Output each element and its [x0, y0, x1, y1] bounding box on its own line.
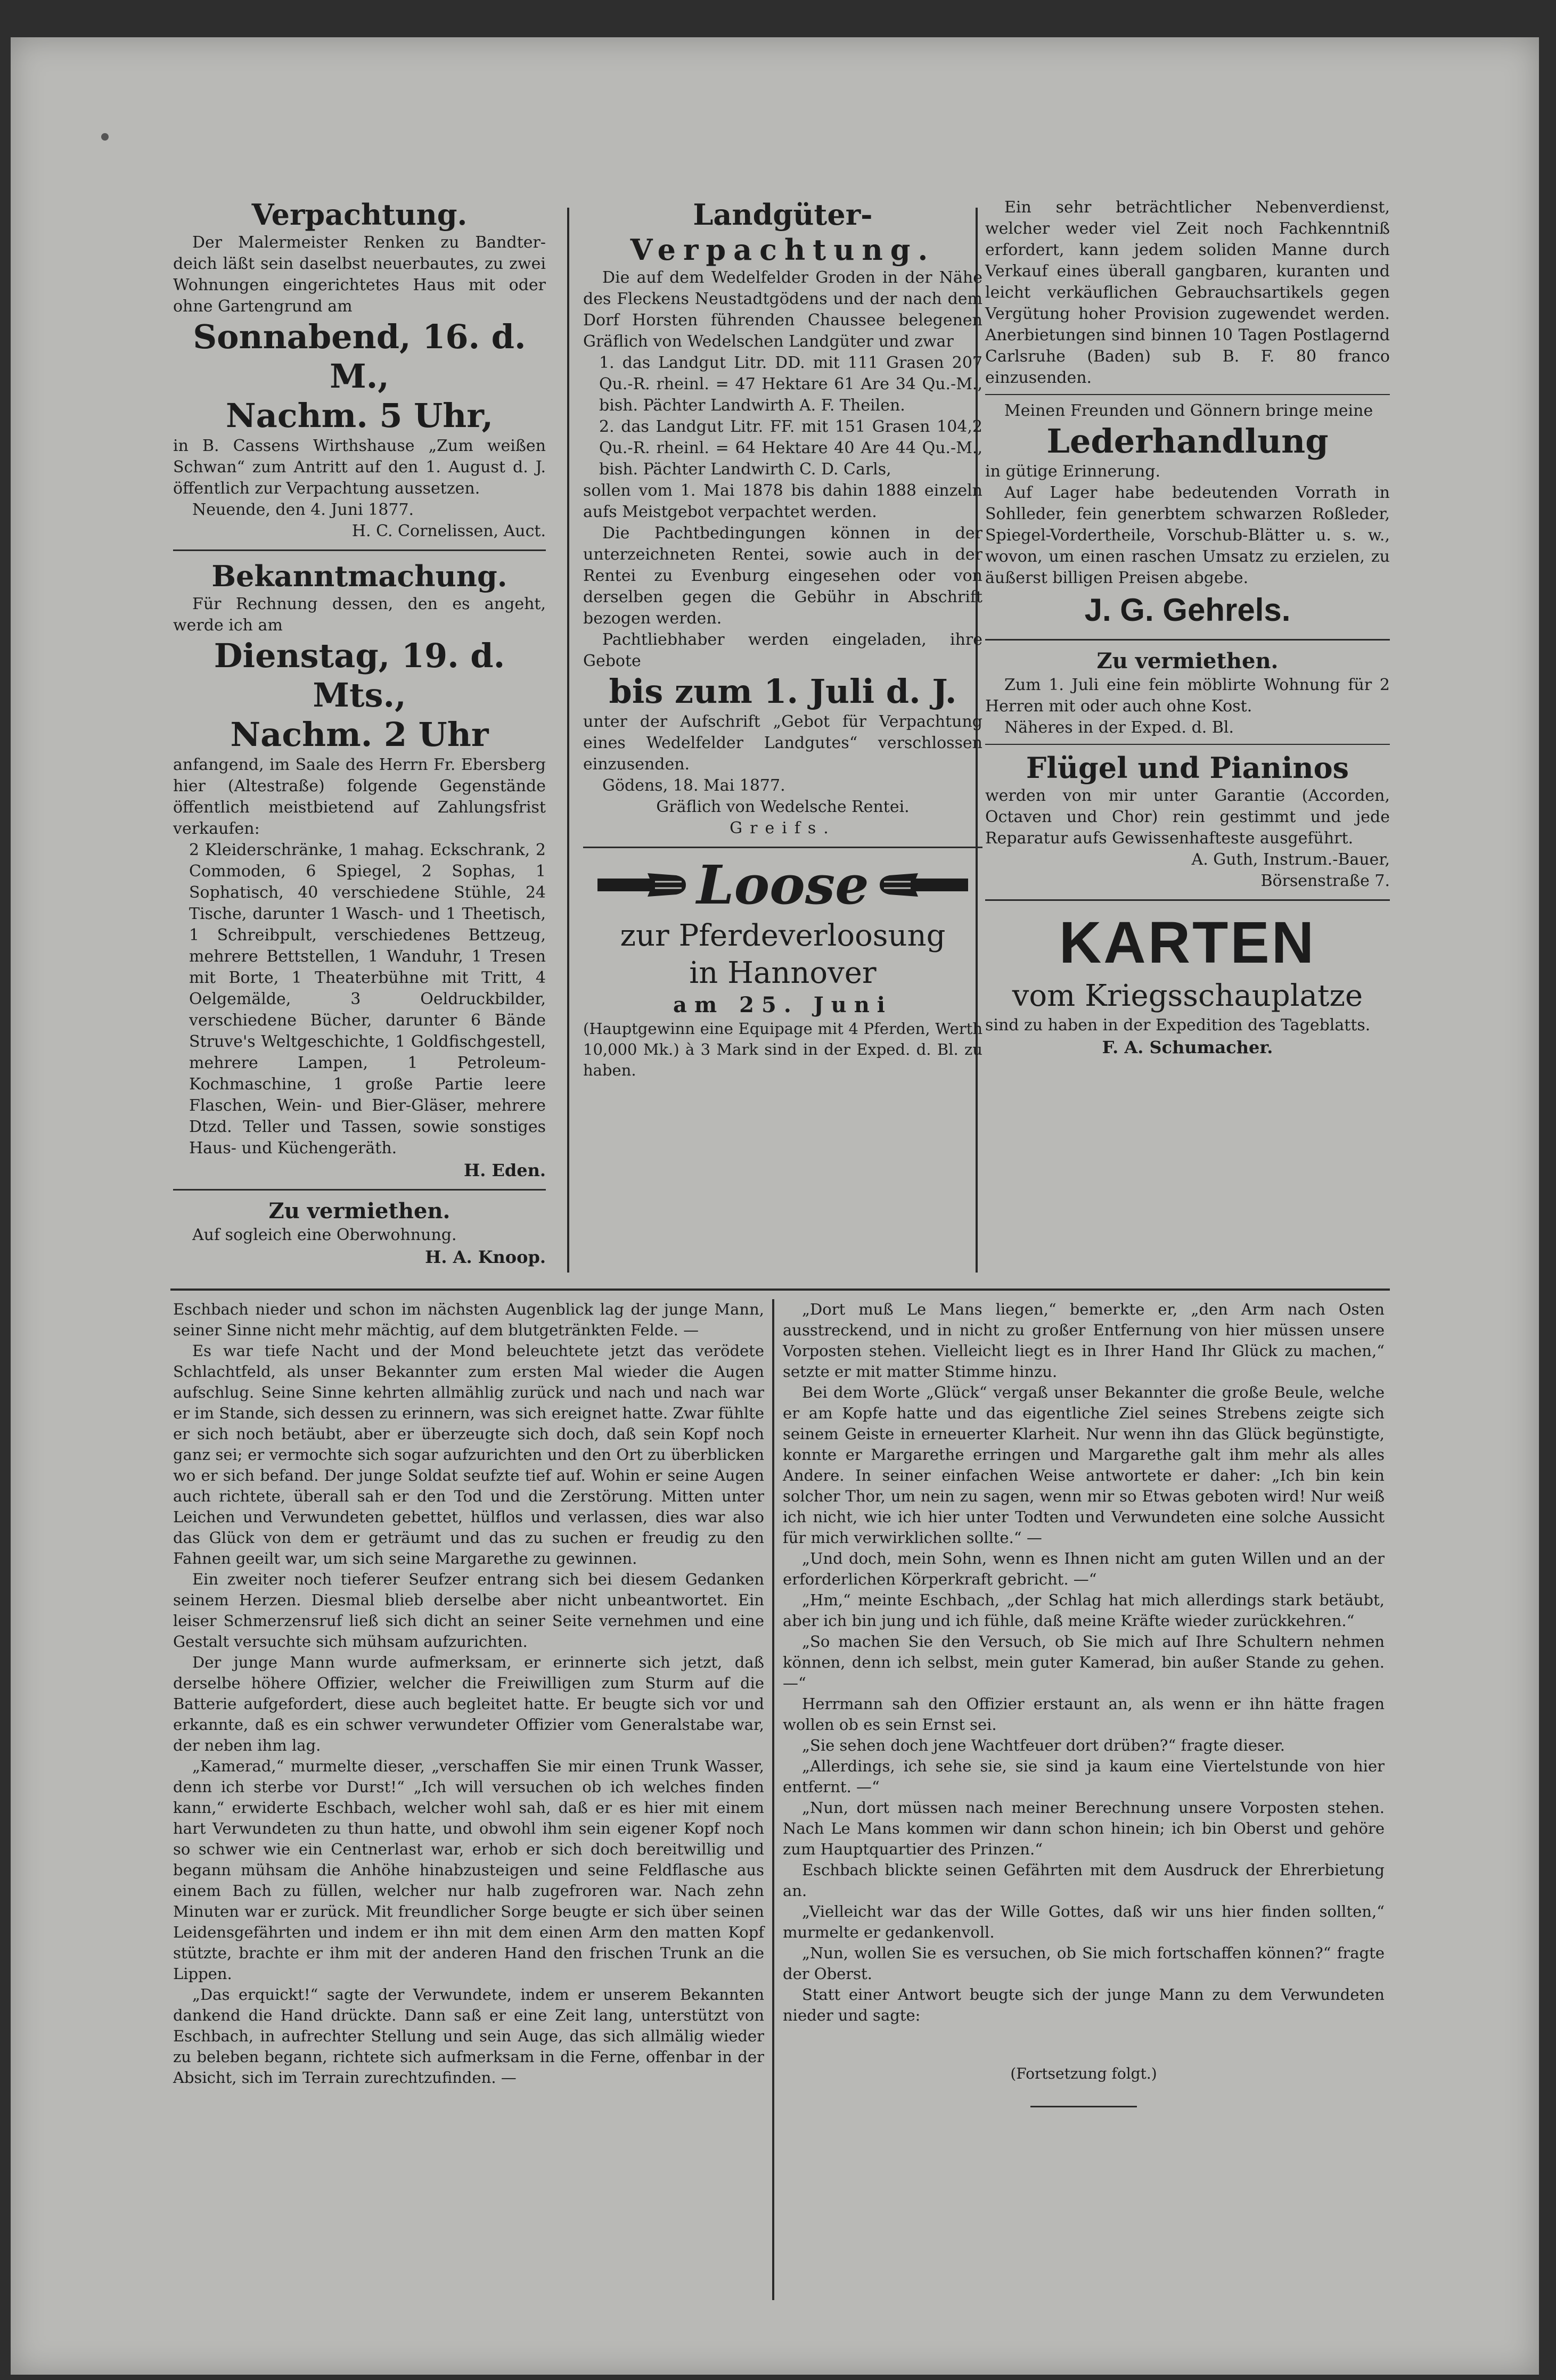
ad-title: Loose [697, 853, 869, 916]
story-paragraph: „Nun, wollen Sie es versuchen, ob Sie mich fortschaffen können?“ fragte der Oberst. [783, 1944, 1385, 1983]
story-paragraph: Bei dem Worte „Glück“ vergaß unser Bekannter die große Beule, welche er am Kopfe hatte und das eigentliche Ziel seines Strebens zeigte sich seinem Geiste in erneuerter Klarheit. Nur wenn ihn das Glück begünstigte, konnte er Margarethe erringen und Margarethe galt ihm mehr als alles Andere. In seiner einfachen Weise antwortete er daher: „Ich bin kein solcher Thor, um nein zu sagen, wenn mir so Etwas geboten wird! Nur weiß ich nicht, wie ich hier unter Todten und Verwundeten eine solche Aussicht für mich verwirklichen sollte.“ — [783, 1383, 1385, 1547]
ad-place-date: Gödens, 18. Mai 1877. [602, 776, 785, 795]
ad-title: KARTEN [1059, 910, 1316, 975]
story-paragraph: Eschbach blickte seinen Gefährten mit dem Ausdruck der Ehrerbietung an. [783, 1861, 1385, 1900]
ad-signature: H. Eden. [463, 1160, 546, 1180]
ad-divider [173, 549, 546, 551]
ad-text: (Hauptgewinn eine Equipage mit 4 Pferden, Werth 10,000 Mk.) à 3 Mark sind in der Exped. d. Bl. zu haben. [583, 1020, 982, 1079]
story-paragraph: „Kamerad,“ murmelte dieser, „verschaffen Sie mir einen Trunk Wasser, denn ich sterbe vor Durst!“ „Ich will versuchen ob ich welches finden kann,“ erwiderte Eschbach, welcher wohl sah, daß er es hier mit einem hart Verwundeten zu thun hatte, und obwohl ihm sein eigener Kopf noch so schwer wie ein Centnerlast war, erhob er sich doch bereitwillig und begann mühsam die Anhöhe hinabzusteigen und seine Feldflasche aus einem Bach zu füllen, welcher nur halb zugefroren war. Nach zehn Minuten war er zurück. Mit freundlicher Sorge beugte er sich über seinen Leidensgefährten und indem er ihn mit dem einen Arm den matten Kopf stützte, brachte er ihm mit der anderen Hand den frischen Trunk an die Lippen. [173, 1757, 764, 1983]
story-paragraph: „Dort muß Le Mans liegen,“ bemerkte er, „den Arm nach Osten ausstreckend, und in nicht zu großer Entfernung von hier müssen unsere Vorposten stehen. Vielleicht liegt es in Ihrer Hand Ihr Glück zu machen,“ setzte er mit matter Stimme hinzu. [783, 1300, 1385, 1381]
ad-bekanntmachung [173, 559, 546, 1181]
ad-divider [985, 394, 1390, 395]
ad-time: Nachm. 5 Uhr, [225, 396, 494, 435]
ad-divider [985, 639, 1390, 641]
ad-signature: H. A. Knoop. [425, 1247, 546, 1267]
ad-item: 1. das Landgut Litr. DD. mit 111 Grasen 207 Qu.-R. rheinl. = 47 Hektare 61 Are 34 Qu.-M., bish. Pächter Landwirth A. F. Theilen. [599, 354, 982, 415]
ad-column-1 [173, 197, 546, 1268]
ad-fluegel [985, 750, 1390, 892]
ad-items: 2 Kleiderschränke, 1 mahag. Eckschrank, 2 Commoden, 6 Spiegel, 2 Sophas, 1 Sophatisch, 40 verschiedene Stühle, 24 Tische, darunter 1 Wasch- und 1 Theetisch, 1 Schreibpult, verschiedenes Bettzeug, mehrere Bettstellen, 1 Wanduhr, 1 Tresen mit Borte, 1 Theaterbühne mit Tritt, 4 Oelgemälde, 3 Oeldruckbilder, verschiedene Bücher, darunter 6 Bände Struve's Weltgeschichte, 1 Goldfischgestell, mehrere Lampen, 1 Petroleum-Kochmaschine, 1 große Partie leere Flaschen, Wein- und Bier-Gläser, mehrere Dtzd. Teller und Tassen, sowie sonstiges Haus- und Küchengeräth. [189, 841, 546, 1158]
ad-time: Nachm. 2 Uhr [230, 715, 489, 754]
pointing-hand-left-icon [879, 870, 969, 900]
ad-text: Auf sogleich eine Oberwohnung. [192, 1226, 457, 1244]
story-paragraph: „Das erquickt!“ sagte der Verwundete, indem er unserem Bekannten dankend die Hand drückte. Dann saß er eine Zeit lang, unterstützt von Eschbach, in aufrechter Stellung und sein Auge, das sich allmälig wieder zu beleben begann, richtete sich aufmerksam in die Ferne, offenbar in der Absicht, sich im Terrain zurechtzufinden. — [173, 1985, 764, 2087]
ad-text: sollen vom 1. Mai 1878 bis dahin 1888 einzeln aufs Meistgebot verpachtet werden. [583, 481, 982, 521]
story-paragraph: „Hm,“ meinte Eschbach, „der Schlag hat mich allerdings stark betäubt, aber ich bin jung und ich fühle, daß meine Kräfte wieder zurückkehren.“ [783, 1591, 1385, 1630]
story-paragraph: „Und doch, mein Sohn, wenn es Ihnen nicht am guten Willen und an der erforderlichen Körperkraft gebricht. —“ [783, 1549, 1385, 1588]
ad-title: Flügel und Pianinos [1026, 751, 1349, 785]
ad-landgueter [583, 197, 982, 839]
story-paragraph: Der junge Mann wurde aufmerksam, er erinnerte sich jetzt, daß derselbe höhere Offizier, welcher die Freiwilligen zum Sturm auf die Batterie aufgefordert, diese auch begleitet hatte. Er beugte sich vor und erkannte, daß es ein schwer verwundeter Offizier vom Generalstabe war, der neben ihm lag. [173, 1653, 764, 1754]
ad-text: sind zu haben in der Expedition des Tageblatts. [985, 1016, 1371, 1035]
section-rule [170, 1289, 1390, 1291]
ad-divider [173, 1189, 546, 1191]
ad-text: Meinen Freunden und Gönnern bringe meine [1004, 401, 1373, 420]
ad-signature: H. C. Cornelissen, Auct. [351, 522, 546, 540]
ad-title: Landgüter- [693, 198, 873, 232]
story-paragraph: „Sie sehen doch jene Wachtfeuer dort drüben?“ fragte dieser. [802, 1736, 1285, 1754]
story-paragraph: „So machen Sie den Versuch, ob Sie mich auf Ihre Schultern nehmen können, denn ich selbst, mein guter Kamerad, bin außer Stande zu gehen. —“ [783, 1632, 1385, 1692]
newspaper-page [11, 37, 1539, 2375]
ad-address: Börsenstraße 7. [1260, 872, 1390, 890]
story-continuation-note: (Fortsetzung folgt.) [1010, 2065, 1157, 2082]
story-paragraph: Ein zweiter noch tieferer Seufzer entrang sich bei diesem Gedanken seinem Herzen. Diesmal blieb derselbe aber nicht unbeantwortet. Ein leiser Schmerzensruf ließ sich dicht an seiner Seite vernehmen und eine Gestalt versuchte sich mühsam aufzurichten. [173, 1570, 764, 1651]
story-column-right [783, 1299, 1385, 2107]
story-paragraph: „Vielleicht war das der Wille Gottes, daß wir uns hier finden sollten,“ murmelte er gedankenvoll. [783, 1902, 1385, 1941]
ad-line: in Hannover [689, 956, 877, 990]
ad-date: Sonnabend, 16. d. M., [193, 317, 526, 396]
ad-text: Pachtliebhaber werden eingeladen, ihre Gebote [583, 630, 982, 670]
ad-text: in gütige Erinnerung. [985, 462, 1161, 481]
ad-text: unter der Aufschrift „Gebot für Verpachtung eines Wedelfelder Landgutes“ verschlossen einzusenden. [583, 712, 982, 774]
ad-column-2 [583, 197, 982, 1081]
ad-text: werden von mir unter Garantie (Accorden, Octaven und Chor) rein gestimmt und jede Reparatur aufs Gewissenhafteste ausgeführt. [985, 786, 1390, 848]
story-column-left [173, 1299, 764, 2088]
ad-column-3 [985, 197, 1390, 1058]
ad-date: am 25. Juni [673, 992, 892, 1017]
ad-signature: J. G. Gehrels. [1084, 592, 1291, 628]
ad-info: Näheres in der Exped. d. Bl. [1004, 718, 1234, 737]
pointing-hand-right-icon [596, 870, 687, 900]
ad-deadline: bis zum 1. Juli d. J. [609, 672, 957, 711]
ad-verpachtung [173, 197, 546, 542]
ad-text: Für Rechnung dessen, den es angeht, werde ich am [173, 595, 546, 635]
ad-title: Zu vermiethen. [268, 1199, 451, 1224]
ad-karten [985, 908, 1390, 1058]
ad-signature: A. Guth, Instrum.-Bauer, [1191, 850, 1390, 869]
ad-subtitle: vom Kriegsschauplatze [1012, 979, 1363, 1013]
story-end-rule [1030, 2106, 1137, 2107]
ad-signature: F. A. Schumacher. [1102, 1037, 1273, 1057]
loose-heading [583, 853, 982, 916]
ad-title: Verpachtung. [630, 233, 936, 267]
ad-text: anfangend, im Saale des Herrn Fr. Ebersberg hier (Altestraße) folgende Gegenstände öffentlich meistbietend auf Zahlungsfrist verkaufen: [173, 756, 546, 838]
ad-text: Die Pachtbedingungen können in der unterzeichneten Rentei, sowie auch in der Rentei zu Evenburg eingesehen oder von derselben gegen die Gebühr in Abschrift bezogen werden. [583, 524, 982, 628]
ad-zu-vermiethen-2 [985, 648, 1390, 738]
ad-item: 2. das Landgut Litr. FF. mit 151 Grasen 104,2 Qu.-R. rheinl. = 64 Hektare 40 Are 44 Qu.-M., bish. Pächter Landwirth C. D. Carls, [599, 417, 982, 479]
ad-lederhandlung [985, 400, 1390, 631]
ad-text: Zum 1. Juli eine fein möblirte Wohnung für 2 Herren mit oder auch ohne Kost. [985, 676, 1390, 716]
story-paragraph: „Allerdings, ich sehe sie, sie sind ja kaum eine Viertelstunde von hier entfernt. —“ [783, 1757, 1385, 1796]
ad-loose [583, 853, 982, 1081]
story-paragraph: „Nun, dort müssen nach meiner Berechnung unsere Vorposten stehen. Nach Le Mans kommen wir dann schon hinein; ich bin Oberst und gehöre zum Hauptquartier des Prinzen.“ [783, 1799, 1385, 1858]
ad-title: Bekanntmachung. [211, 559, 507, 593]
ad-title: Zu vermiethen. [1096, 649, 1279, 674]
story-paragraph: Eschbach nieder und schon im nächsten Augenblick lag der junge Mann, seiner Sinne nicht mehr mächtig, auf dem blutgetränkten Felde. — [173, 1300, 764, 1339]
ad-title: Verpachtung. [251, 198, 468, 232]
ad-divider [985, 744, 1390, 745]
ad-signature: Greifs. [730, 819, 836, 838]
ad-authority: Gräflich von Wedelsche Rentei. [656, 798, 910, 816]
ad-zu-vermiethen [173, 1198, 546, 1268]
column-rule-1 [567, 208, 569, 1273]
ad-divider [583, 847, 982, 848]
ad-place-date: Neuende, den 4. Juni 1877. [192, 500, 414, 519]
story-column-rule [772, 1299, 774, 2300]
story-paragraph: Es war tiefe Nacht und der Mond beleuchtete jetzt das verödete Schlachtfeld, als unser Bekannter zum ersten Mal wieder die Augen aufschlug. Seine Sinne kehrten allmählig zurück und nach und nach war er im Stande, sich dessen zu erinnern, was sich ereignet hatte. Zwar fühlte er sich noch betäubt, aber er überzeugte sich doch, daß sein Kopf noch ganz sei; er vermochte sich sogar aufzurichten und den Ort zu überblicken wo er sich befand. Der junge Soldat seufzte tief auf. Wohin er seine Augen auch richtete, überall sah er den Tod und die Zerstörung. Mitten unter Leichen und Verwundeten gebettet, hülflos und verlassen, dies war also das Glück von dem er geträumt und das zu suchen er freudig zu den Fahnen geeilt war, um sich seine Margarethe zu gewinnen. [173, 1342, 764, 1567]
ad-title: Lederhandlung [1046, 422, 1329, 461]
ad-text: in B. Cassens Wirthshause „Zum weißen Schwan“ zum Antritt auf den 1. August d. J. öffentlich zur Verpachtung aussetzen. [173, 437, 546, 498]
ad-divider [985, 899, 1390, 901]
story-paragraph: Herrmann sah den Offizier erstaunt an, als wenn er ihn hätte fragen wollen ob es sein Ernst sei. [783, 1695, 1385, 1734]
ad-text: Die auf dem Wedelfelder Groden in der Nähe des Fleckens Neustadtgödens und der nach dem Dorf Horsten führenden Chaussee belegenen Gräflich von Wedelschen Landgüter und zwar [583, 268, 982, 351]
ad-nebenverdienst [985, 197, 1390, 389]
page-spot [101, 133, 109, 141]
ad-text: Auf Lager habe bedeutenden Vorrath in Sohlleder, fein generbtem schwarzen Roßleder, Spiegel-Vordertheile, Vorschub-Blätter u. s. w., wovon, um einen raschen Umsatz zu erzielen, zu äußerst billigen Preisen abgebe. [985, 483, 1390, 587]
ad-line: zur Pferdeverloosung [620, 918, 946, 953]
story-paragraph: Statt einer Antwort beugte sich der junge Mann zu dem Verwundeten nieder und sagte: [783, 1985, 1385, 2024]
ad-text: Der Malermeister Renken zu Bandter-deich läßt sein daselbst neuerbautes, zu zwei Wohnungen eingerichtetes Haus mit oder ohne Gartengrund am [173, 233, 546, 316]
ad-text: Ein sehr beträchtlicher Nebenverdienst, welcher weder viel Zeit noch Fachkenntniß erfordert, kann jedem soliden Manne durch Verkauf eines überall gangbaren, kuranten und leicht verkäuflichen Gebrauchsartikels gegen Vergütung hoher Provision zugewendet werden. Anerbietungen sind binnen 10 Tagen Postlagernd Carlsruhe (Baden) sub B. F. 80 franco einzusenden. [985, 198, 1390, 387]
ad-date: Dienstag, 19. d. Mts., [214, 636, 505, 715]
